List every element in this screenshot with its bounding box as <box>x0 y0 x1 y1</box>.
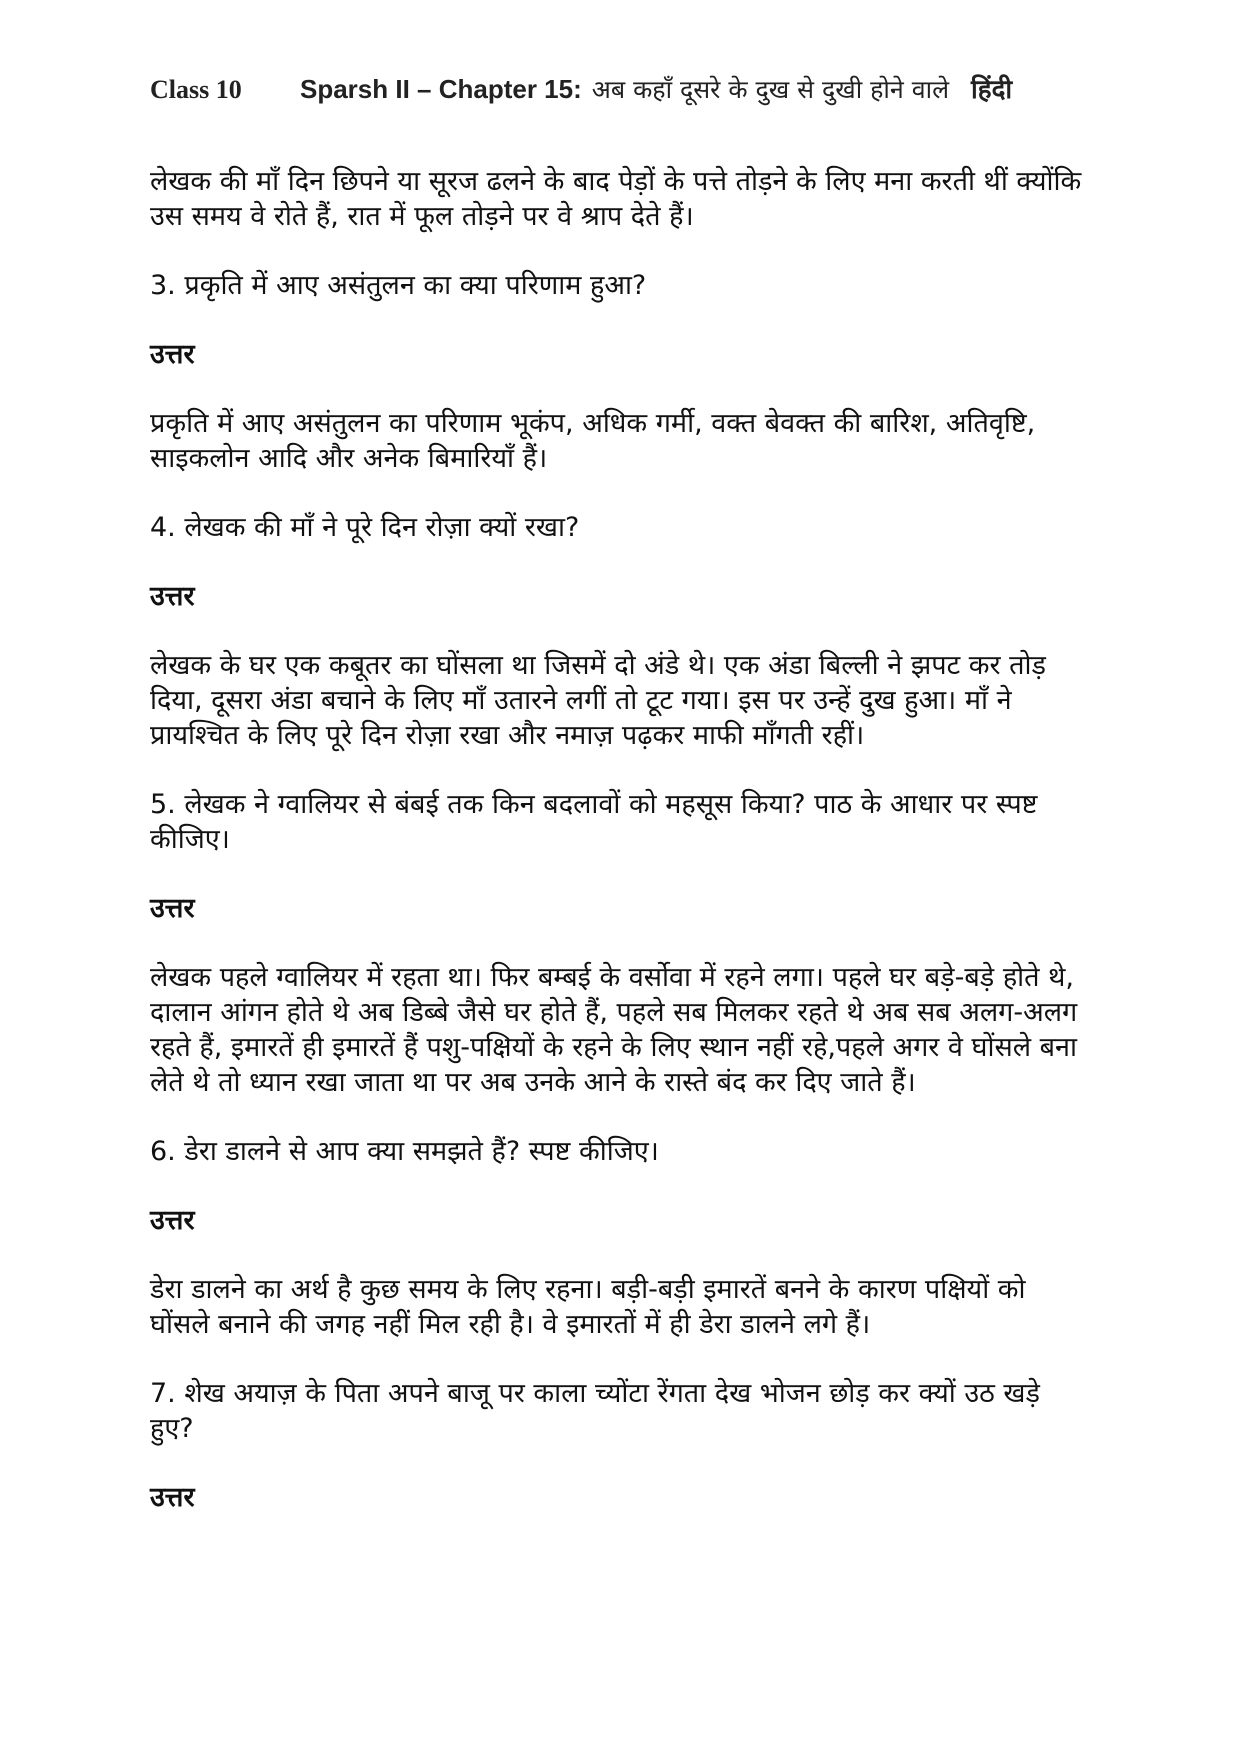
chapter-label: Sparsh II – Chapter 15: <box>300 74 582 104</box>
question-7: 7. शेख अयाज़ के पिता अपने बाजू पर काला च्योंटा रेंगता देख भोजन छोड़ कर क्यों उठ खड़े हुए? <box>150 1378 1040 1444</box>
answer-4: लेखक के घर एक कबूतर का घोंसला था जिसमें दो अंडे थे। एक अंडा बिल्ली ने झपट कर तोड़ दिया, दूसरा अंडा बचाने के लिए माँ उतारने लगीं तो टूट गया। इस पर उन्हें दुख हुआ। माँ ने प्रायश्चित के लिए पूरे दिन रोज़ा रखा और नमाज़ पढ़कर माफी माँगती रहीं। <box>150 650 1046 751</box>
question-3: 3. प्रकृति में आए असंतुलन का क्या परिणाम हुआ? <box>150 270 647 301</box>
question-5: 5. लेखक ने ग्वालियर से बंबई तक किन बदलावों को महसूस किया? पाठ के आधार पर स्पष्ट कीजिए। <box>150 789 1038 855</box>
answer-3: प्रकृति में आए असंतुलन का परिणाम भूकंप, अधिक गर्मी, वक्त बेवक्त की बारिश, अतिवृष्टि, साइकलोन आदि और अनेक बिमारियाँ हैं। <box>150 408 1036 474</box>
answer-label-7: उत्तर <box>150 1482 195 1513</box>
answer-label-6: उत्तर <box>150 1205 195 1236</box>
answer-label-4: उत्तर <box>150 581 195 612</box>
answer-6: डेरा डालने का अर्थ है कुछ समय के लिए रहना। बड़ी-बड़ी इमारतें बनने के कारण पक्षियों को घोंसले बनाने की जगह नहीं मिल रही है। वे इमारतों में ही डेरा डालने लगे हैं। <box>150 1274 1026 1340</box>
question-6: 6. डेरा डालने से आप क्या समझते हैं? स्पष्ट कीजिए। <box>150 1136 659 1167</box>
class-label: Class 10 <box>150 75 242 104</box>
question-4: 4. लेखक की माँ ने पूरे दिन रोज़ा क्यों रखा? <box>150 512 580 543</box>
answer-5: लेखक पहले ग्वालियर में रहता था। फिर बम्बई के वर्सोवा में रहने लगा। पहले घर बड़े-बड़े होते थे, दालान आंगन होते थे अब डिब्बे जैसे घर होते हैं, पहले सब मिलकर रहते थे अब सब अलग-अलग रहते हैं, इमारतें ही इमारतें हैं पशु-पक्षियों के रहने के लिए स्थान नहीं रहे,पहले अगर वे घोंसले बना लेते थे तो ध्यान रखा जाता था पर अब उनके आने के रास्ते बंद कर दिए जाते हैं। <box>150 962 1078 1098</box>
document-page <box>150 70 1090 1515</box>
answer-label-3: उत्तर <box>150 339 195 370</box>
chapter-title: अब कहाँ दूसरे के दुख से दुखी होने वाले <box>591 75 950 104</box>
subject-label: हिंदी <box>971 75 1013 105</box>
answer-label-5: उत्तर <box>150 893 195 924</box>
intro-answer: लेखक की माँ दिन छिपने या सूरज ढलने के बाद पेड़ों के पत्ते तोड़ने के लिए मना करती थीं क्योंकि उस समय वे रोते हैं, रात में फूल तोड़ने पर वे श्राप देते हैं। <box>150 166 1082 232</box>
page-header <box>150 70 1090 116</box>
